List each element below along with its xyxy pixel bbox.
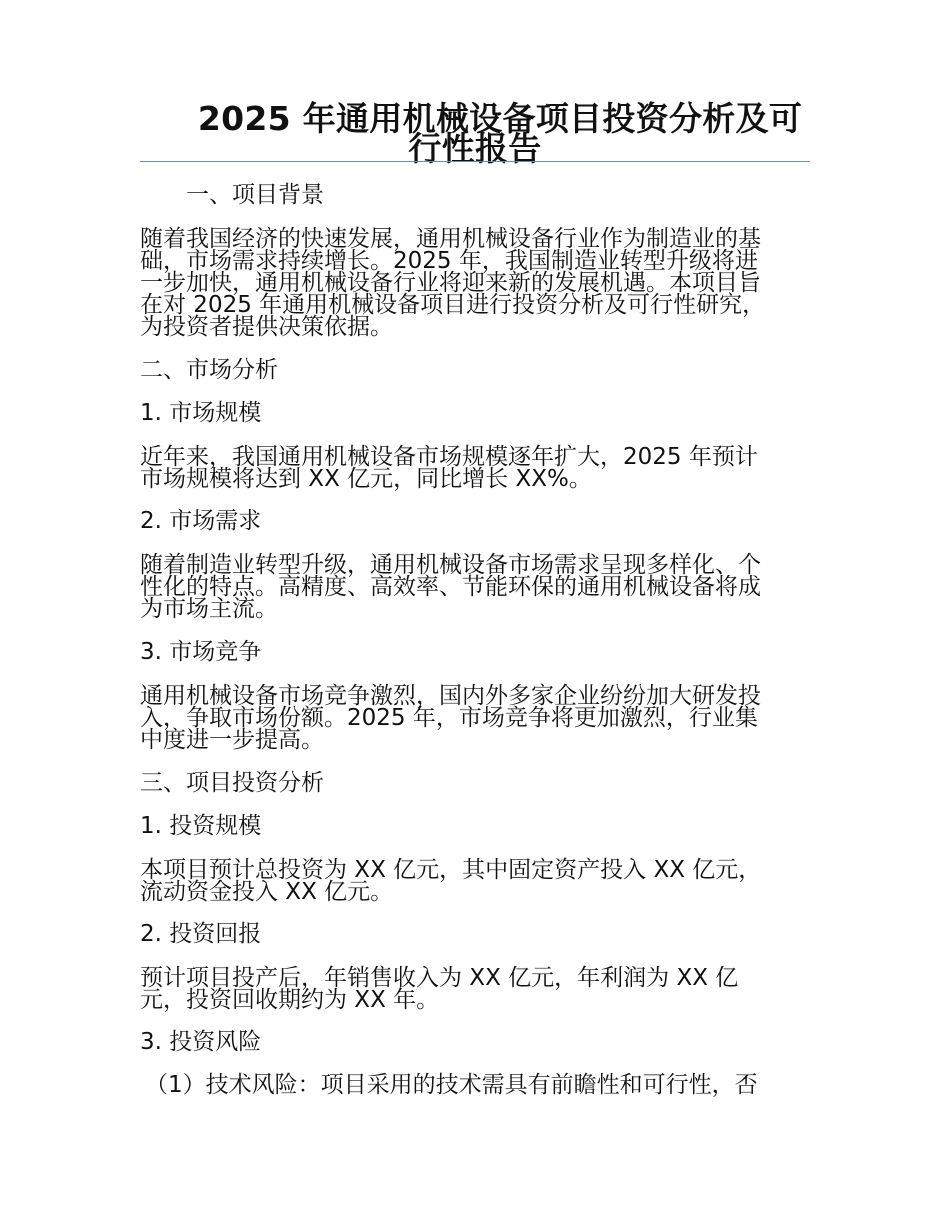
- text-line: 一步加快，通用机械设备行业将迎来新的发展机遇。本项目旨: [140, 270, 761, 296]
- paragraph-investment-return: [140, 967, 820, 1011]
- title-divider: [140, 161, 810, 162]
- paragraph-investment-scale: [140, 859, 820, 903]
- paragraph-market-demand: [140, 554, 820, 620]
- text-line: 入，争取市场份额。2025 年，市场竞争将更加激烈，行业集: [140, 705, 758, 731]
- title-line: 2025 年通用机械设备项目投资分析及可: [197, 99, 803, 138]
- text-line: 为市场主流。: [140, 596, 278, 622]
- subheading-investment-risk: 3. 投资风险: [140, 1029, 262, 1055]
- section-heading-market: 二、市场分析: [140, 357, 278, 383]
- document-title: [140, 99, 810, 168]
- paragraph-market-competition: [140, 685, 820, 751]
- title-line: 行性报告: [408, 129, 542, 168]
- subheading-market-demand: 2. 市场需求: [140, 508, 262, 534]
- text-line: 元，投资回收期约为 XX 年。: [140, 987, 440, 1013]
- section-heading-background: 一、项目背景: [186, 182, 324, 208]
- text-line: 通用机械设备市场竞争激烈，国内外多家企业纷纷加大研发投: [140, 683, 761, 709]
- text-line: 在对 2025 年通用机械设备项目进行投资分析及可行性研究，: [140, 292, 766, 318]
- text-line: 本项目预计总投资为 XX 亿元，其中固定资产投入 XX 亿元，: [140, 857, 762, 883]
- subheading-market-size: 1. 市场规模: [140, 400, 262, 426]
- text-line: 随着我国经济的快速发展，通用机械设备行业作为制造业的基: [140, 226, 761, 252]
- text-line: 中度进一步提高。: [140, 727, 324, 753]
- text-line: 础，市场需求持续增长。2025 年，我国制造业转型升级将进: [140, 248, 758, 274]
- subheading-market-competition: 3. 市场竞争: [140, 639, 262, 665]
- text-line: 为投资者提供决策依据。: [140, 314, 393, 340]
- paragraph-market-size: [140, 446, 820, 490]
- text-line: 流动资金投入 XX 亿元。: [140, 879, 394, 905]
- text-line: 预计项目投产后，年销售收入为 XX 亿元，年利润为 XX 亿: [140, 965, 739, 991]
- section-heading-investment: 三、项目投资分析: [140, 770, 324, 796]
- text-line: 近年来，我国通用机械设备市场规模逐年扩大，2025 年预计: [140, 444, 758, 470]
- subheading-investment-scale: 1. 投资规模: [140, 813, 262, 839]
- paragraph-technical-risk: （1）技术风险：项目采用的技术需具有前瞻性和可行性，否: [145, 1072, 758, 1098]
- paragraph-background: [140, 228, 820, 338]
- text-line: 性化的特点。高精度、高效率、节能环保的通用机械设备将成: [140, 574, 761, 600]
- subheading-investment-return: 2. 投资回报: [140, 921, 262, 947]
- text-line: 随着制造业转型升级，通用机械设备市场需求呈现多样化、个: [140, 552, 761, 578]
- text-line: 市场规模将达到 XX 亿元，同比增长 XX%。: [140, 466, 592, 492]
